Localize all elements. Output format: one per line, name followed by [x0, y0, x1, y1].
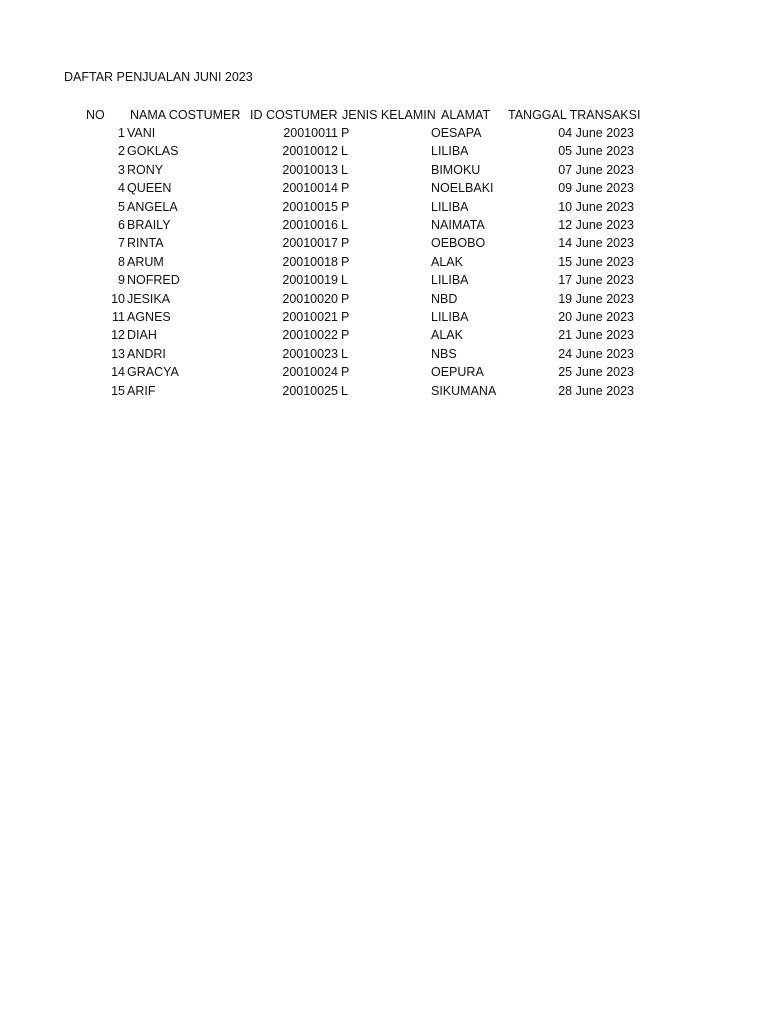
cell-no: 9 — [118, 273, 125, 288]
cell-gender: P — [341, 291, 350, 306]
cell-no: 8 — [118, 254, 125, 269]
cell-address: ALAK — [431, 254, 463, 269]
cell-date: 07 June 2023 — [558, 162, 634, 177]
cell-name: RONY — [127, 162, 164, 177]
cell-name: RINTA — [127, 236, 164, 251]
cell-id: 20010025 — [282, 383, 338, 398]
cell-gender: L — [341, 273, 348, 288]
cell-gender: L — [341, 346, 348, 361]
table-row — [0, 124, 768, 142]
cell-date: 20 June 2023 — [558, 310, 634, 324]
cell-gender: L — [341, 162, 348, 177]
cell-address: NOELBAKI — [431, 181, 494, 196]
header-name: NAMA COSTUMER — [130, 108, 241, 122]
cell-name: ANDRI — [127, 346, 166, 361]
cell-date: 12 June 2023 — [558, 218, 634, 232]
cell-gender: P — [341, 236, 350, 251]
cell-no: 12 — [111, 328, 125, 343]
cell-no: 6 — [118, 218, 125, 232]
cell-date: 28 June 2023 — [558, 383, 634, 398]
cell-id: 20010015 — [282, 199, 338, 214]
cell-name: ARIF — [127, 383, 156, 398]
table-row — [0, 253, 768, 271]
cell-address: NAIMATA — [431, 218, 485, 232]
cell-date: 25 June 2023 — [558, 365, 634, 380]
cell-no: 1 — [118, 126, 125, 140]
cell-address: OEBOBO — [431, 236, 486, 251]
cell-id: 20010016 — [282, 218, 338, 232]
cell-name: ARUM — [127, 254, 164, 269]
cell-date: 15 June 2023 — [558, 254, 634, 269]
cell-date: 10 June 2023 — [558, 199, 634, 214]
cell-id: 20010019 — [282, 273, 338, 288]
table-row — [0, 363, 768, 381]
cell-id: 20010024 — [282, 365, 338, 380]
cell-gender: P — [341, 199, 350, 214]
cell-id: 20010023 — [282, 346, 338, 361]
cell-name: ANGELA — [127, 199, 178, 214]
cell-date: 04 June 2023 — [558, 126, 634, 140]
cell-date: 09 June 2023 — [558, 181, 634, 196]
cell-name: GOKLAS — [127, 144, 179, 159]
cell-name: DIAH — [127, 328, 157, 343]
header-gender: JENIS KELAMIN — [342, 108, 436, 122]
cell-id: 20010022 — [282, 328, 338, 343]
table-row — [0, 382, 768, 400]
table-row — [0, 142, 768, 160]
cell-no: 4 — [118, 181, 125, 196]
cell-name: AGNES — [127, 310, 171, 324]
cell-date: 21 June 2023 — [558, 328, 634, 343]
cell-date: 17 June 2023 — [558, 273, 634, 288]
cell-address: OEPURA — [431, 365, 484, 380]
table-row — [0, 345, 768, 363]
cell-no: 7 — [118, 236, 125, 251]
cell-address: SIKUMANA — [431, 383, 497, 398]
table-row — [0, 234, 768, 252]
cell-address: NBS — [431, 346, 457, 361]
cell-address: OESAPA — [431, 126, 482, 140]
header-id: ID COSTUMER — [250, 108, 338, 122]
cell-address: ALAK — [431, 328, 463, 343]
cell-no: 15 — [111, 383, 125, 398]
cell-gender: P — [341, 365, 350, 380]
cell-date: 24 June 2023 — [558, 346, 634, 361]
header-no: NO — [86, 108, 105, 122]
cell-id: 20010020 — [282, 291, 338, 306]
cell-no: 11 — [112, 310, 125, 324]
table-row — [0, 308, 768, 326]
cell-gender: P — [341, 328, 350, 343]
cell-gender: L — [341, 218, 348, 232]
cell-address: LILIBA — [431, 310, 469, 324]
table-row — [0, 290, 768, 308]
cell-no: 14 — [111, 365, 125, 380]
cell-no: 2 — [118, 144, 125, 159]
table-row — [0, 161, 768, 179]
cell-gender: P — [341, 310, 350, 324]
cell-id: 20010014 — [282, 181, 338, 196]
cell-gender: L — [341, 383, 348, 398]
table-row — [0, 271, 768, 289]
cell-address: LILIBA — [431, 144, 469, 159]
cell-no: 5 — [118, 199, 125, 214]
cell-no: 13 — [111, 346, 125, 361]
cell-id: 20010018 — [282, 254, 338, 269]
header-address: ALAMAT — [441, 108, 491, 122]
cell-no: 10 — [111, 291, 125, 306]
cell-date: 19 June 2023 — [558, 291, 634, 306]
cell-name: QUEEN — [127, 181, 172, 196]
table-row — [0, 216, 768, 234]
cell-address: LILIBA — [431, 273, 469, 288]
page-title: DAFTAR PENJUALAN JUNI 2023 — [64, 70, 253, 84]
table-row — [0, 326, 768, 344]
cell-id: 20010013 — [282, 162, 338, 177]
cell-address: LILIBA — [431, 199, 469, 214]
cell-gender: P — [341, 181, 350, 196]
cell-id: 20010017 — [282, 236, 338, 251]
cell-date: 14 June 2023 — [558, 236, 634, 251]
cell-name: GRACYA — [127, 365, 179, 380]
table-row — [0, 198, 768, 216]
cell-address: BIMOKU — [431, 162, 481, 177]
cell-address: NBD — [431, 291, 458, 306]
cell-name: JESIKA — [127, 291, 171, 306]
table-row — [0, 179, 768, 197]
cell-no: 3 — [118, 162, 125, 177]
cell-gender: P — [341, 254, 350, 269]
cell-id: 20010012 — [282, 144, 338, 159]
cell-id: 20010021 — [282, 310, 338, 324]
header-date: TANGGAL TRANSAKSI — [508, 108, 641, 122]
cell-name: VANI — [127, 126, 156, 140]
cell-id: 20010011 — [283, 126, 338, 140]
cell-gender: L — [341, 144, 348, 159]
cell-name: BRAILY — [127, 218, 171, 232]
cell-name: NOFRED — [127, 273, 180, 288]
cell-date: 05 June 2023 — [558, 144, 634, 159]
cell-gender: P — [341, 126, 350, 140]
